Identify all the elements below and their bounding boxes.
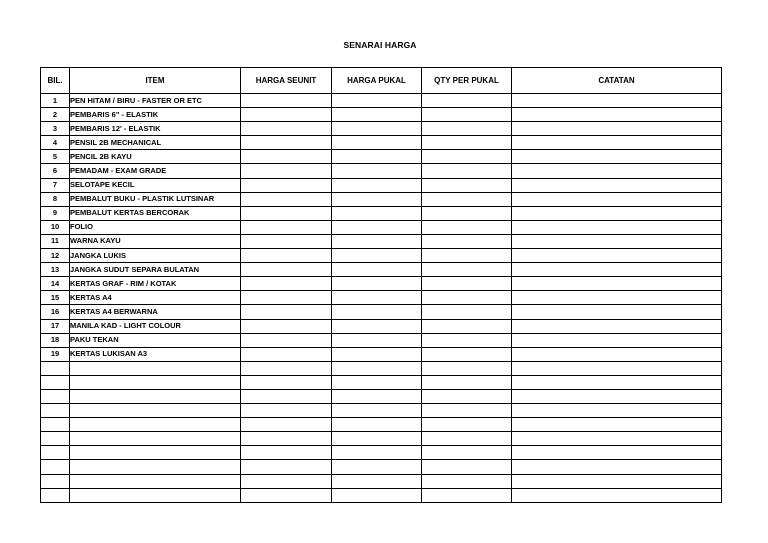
cell-item xyxy=(70,375,241,389)
cell-harga-pukal xyxy=(332,136,422,150)
cell-harga-pukal xyxy=(332,291,422,305)
cell-bil xyxy=(41,361,70,375)
cell-harga-seunit xyxy=(241,277,332,291)
cell-item xyxy=(70,488,241,502)
cell-harga-seunit xyxy=(241,220,332,234)
cell-item: PENSIL 2B MECHANICAL xyxy=(70,136,241,150)
cell-qty-per-pukal xyxy=(422,375,512,389)
cell-harga-pukal xyxy=(332,432,422,446)
table-row xyxy=(41,488,722,502)
cell-harga-pukal xyxy=(332,150,422,164)
cell-catatan xyxy=(512,192,722,206)
column-header-harga-seunit: HARGA SEUNIT xyxy=(241,68,332,94)
cell-item: PEMADAM - EXAM GRADE xyxy=(70,164,241,178)
cell-qty-per-pukal xyxy=(422,404,512,418)
cell-catatan xyxy=(512,220,722,234)
cell-bil: 12 xyxy=(41,249,70,263)
cell-item: JANGKA SUDUT SEPARA BULATAN xyxy=(70,263,241,277)
cell-harga-seunit xyxy=(241,347,332,361)
cell-catatan xyxy=(512,249,722,263)
cell-catatan xyxy=(512,361,722,375)
cell-harga-pukal xyxy=(332,94,422,108)
table-row xyxy=(41,460,722,474)
cell-bil: 4 xyxy=(41,136,70,150)
cell-catatan xyxy=(512,122,722,136)
table-row xyxy=(41,446,722,460)
cell-qty-per-pukal xyxy=(422,291,512,305)
cell-qty-per-pukal xyxy=(422,432,512,446)
table-row xyxy=(41,361,722,375)
cell-item: PEMBALUT KERTAS BERCORAK xyxy=(70,206,241,220)
table-row xyxy=(41,432,722,446)
cell-catatan xyxy=(512,319,722,333)
cell-qty-per-pukal xyxy=(422,333,512,347)
table-row xyxy=(41,192,722,206)
cell-item: PEN HITAM / BIRU - FASTER OR ETC xyxy=(70,94,241,108)
cell-item xyxy=(70,389,241,403)
cell-catatan xyxy=(512,404,722,418)
table-row xyxy=(41,474,722,488)
table-row xyxy=(41,122,722,136)
table-row xyxy=(41,249,722,263)
price-list-table xyxy=(40,67,722,503)
cell-catatan xyxy=(512,108,722,122)
cell-bil: 16 xyxy=(41,305,70,319)
column-header-catatan: CATATAN xyxy=(512,68,722,94)
cell-qty-per-pukal xyxy=(422,460,512,474)
cell-catatan xyxy=(512,277,722,291)
cell-qty-per-pukal xyxy=(422,178,512,192)
cell-harga-seunit xyxy=(241,305,332,319)
table-row xyxy=(41,347,722,361)
cell-harga-seunit xyxy=(241,488,332,502)
cell-harga-pukal xyxy=(332,347,422,361)
cell-bil xyxy=(41,432,70,446)
cell-harga-seunit xyxy=(241,150,332,164)
cell-bil: 18 xyxy=(41,333,70,347)
cell-bil: 13 xyxy=(41,263,70,277)
cell-harga-pukal xyxy=(332,389,422,403)
cell-harga-pukal xyxy=(332,460,422,474)
cell-harga-seunit xyxy=(241,178,332,192)
cell-bil: 8 xyxy=(41,192,70,206)
table-row xyxy=(41,263,722,277)
table-row xyxy=(41,94,722,108)
cell-qty-per-pukal xyxy=(422,94,512,108)
cell-harga-pukal xyxy=(332,263,422,277)
cell-item xyxy=(70,418,241,432)
cell-catatan xyxy=(512,234,722,248)
cell-qty-per-pukal xyxy=(422,361,512,375)
cell-harga-pukal xyxy=(332,164,422,178)
cell-item: SELOTAPE KECIL xyxy=(70,178,241,192)
cell-catatan xyxy=(512,446,722,460)
cell-bil: 7 xyxy=(41,178,70,192)
cell-harga-seunit xyxy=(241,136,332,150)
table-row xyxy=(41,150,722,164)
cell-catatan xyxy=(512,389,722,403)
cell-item xyxy=(70,432,241,446)
column-header-harga-pukal: HARGA PUKAL xyxy=(332,68,422,94)
table-row xyxy=(41,389,722,403)
cell-harga-pukal xyxy=(332,249,422,263)
cell-item: PENCIL 2B KAYU xyxy=(70,150,241,164)
cell-qty-per-pukal xyxy=(422,277,512,291)
cell-item: WARNA KAYU xyxy=(70,234,241,248)
table-row xyxy=(41,404,722,418)
cell-harga-seunit xyxy=(241,333,332,347)
cell-harga-seunit xyxy=(241,361,332,375)
cell-harga-pukal xyxy=(332,319,422,333)
table-row xyxy=(41,305,722,319)
cell-item: PEMBARIS 12' - ELASTIK xyxy=(70,122,241,136)
cell-harga-pukal xyxy=(332,220,422,234)
cell-harga-pukal xyxy=(332,277,422,291)
cell-bil: 14 xyxy=(41,277,70,291)
cell-harga-pukal xyxy=(332,418,422,432)
cell-item: KERTAS GRAF - RIM / KOTAK xyxy=(70,277,241,291)
cell-catatan xyxy=(512,375,722,389)
table-row xyxy=(41,108,722,122)
cell-harga-seunit xyxy=(241,389,332,403)
cell-harga-pukal xyxy=(332,206,422,220)
cell-catatan xyxy=(512,291,722,305)
table-row xyxy=(41,178,722,192)
table-row xyxy=(41,164,722,178)
cell-harga-pukal xyxy=(332,178,422,192)
cell-harga-pukal xyxy=(332,488,422,502)
column-header-qty-per-pukal: QTY PER PUKAL xyxy=(422,68,512,94)
cell-item xyxy=(70,404,241,418)
table-body xyxy=(41,94,722,503)
cell-item: FOLIO xyxy=(70,220,241,234)
cell-catatan xyxy=(512,206,722,220)
cell-qty-per-pukal xyxy=(422,234,512,248)
cell-catatan xyxy=(512,333,722,347)
cell-item: JANGKA LUKIS xyxy=(70,249,241,263)
cell-bil: 17 xyxy=(41,319,70,333)
cell-catatan xyxy=(512,474,722,488)
cell-harga-seunit xyxy=(241,122,332,136)
cell-catatan xyxy=(512,178,722,192)
cell-item: PEMBALUT BUKU - PLASTIK LUTSINAR xyxy=(70,192,241,206)
cell-qty-per-pukal xyxy=(422,108,512,122)
cell-bil: 3 xyxy=(41,122,70,136)
cell-qty-per-pukal xyxy=(422,122,512,136)
cell-item xyxy=(70,460,241,474)
cell-harga-seunit xyxy=(241,375,332,389)
cell-harga-seunit xyxy=(241,94,332,108)
cell-harga-pukal xyxy=(332,234,422,248)
cell-item: KERTAS A4 xyxy=(70,291,241,305)
cell-harga-seunit xyxy=(241,474,332,488)
cell-qty-per-pukal xyxy=(422,319,512,333)
cell-catatan xyxy=(512,150,722,164)
table-row xyxy=(41,418,722,432)
cell-item xyxy=(70,446,241,460)
table-row xyxy=(41,136,722,150)
cell-qty-per-pukal xyxy=(422,220,512,234)
cell-bil: 5 xyxy=(41,150,70,164)
cell-qty-per-pukal xyxy=(422,192,512,206)
cell-harga-seunit xyxy=(241,263,332,277)
cell-bil: 9 xyxy=(41,206,70,220)
cell-catatan xyxy=(512,305,722,319)
cell-harga-seunit xyxy=(241,460,332,474)
cell-catatan xyxy=(512,263,722,277)
cell-bil xyxy=(41,474,70,488)
cell-harga-seunit xyxy=(241,432,332,446)
cell-bil: 1 xyxy=(41,94,70,108)
cell-item: KERTAS A4 BERWARNA xyxy=(70,305,241,319)
table-header-row xyxy=(41,68,722,94)
table-row xyxy=(41,234,722,248)
cell-bil: 2 xyxy=(41,108,70,122)
cell-harga-seunit xyxy=(241,404,332,418)
cell-item: PAKU TEKAN xyxy=(70,333,241,347)
cell-harga-pukal xyxy=(332,446,422,460)
cell-catatan xyxy=(512,347,722,361)
cell-qty-per-pukal xyxy=(422,474,512,488)
cell-bil: 15 xyxy=(41,291,70,305)
cell-qty-per-pukal xyxy=(422,164,512,178)
cell-catatan xyxy=(512,164,722,178)
cell-harga-seunit xyxy=(241,164,332,178)
cell-catatan xyxy=(512,460,722,474)
cell-bil: 10 xyxy=(41,220,70,234)
table-row xyxy=(41,375,722,389)
cell-harga-seunit xyxy=(241,249,332,263)
cell-item xyxy=(70,474,241,488)
cell-harga-pukal xyxy=(332,333,422,347)
cell-bil xyxy=(41,404,70,418)
cell-qty-per-pukal xyxy=(422,446,512,460)
cell-harga-pukal xyxy=(332,375,422,389)
cell-qty-per-pukal xyxy=(422,263,512,277)
table-row xyxy=(41,333,722,347)
cell-harga-pukal xyxy=(332,305,422,319)
table-row xyxy=(41,277,722,291)
cell-harga-pukal xyxy=(332,474,422,488)
cell-harga-seunit xyxy=(241,108,332,122)
cell-bil xyxy=(41,446,70,460)
cell-bil xyxy=(41,389,70,403)
cell-bil: 11 xyxy=(41,234,70,248)
cell-catatan xyxy=(512,432,722,446)
table-row xyxy=(41,220,722,234)
cell-bil xyxy=(41,460,70,474)
cell-harga-pukal xyxy=(332,192,422,206)
cell-bil xyxy=(41,488,70,502)
cell-harga-seunit xyxy=(241,418,332,432)
cell-catatan xyxy=(512,418,722,432)
cell-harga-seunit xyxy=(241,319,332,333)
cell-harga-seunit xyxy=(241,206,332,220)
cell-harga-seunit xyxy=(241,234,332,248)
cell-qty-per-pukal xyxy=(422,488,512,502)
cell-qty-per-pukal xyxy=(422,249,512,263)
cell-harga-seunit xyxy=(241,291,332,305)
cell-catatan xyxy=(512,94,722,108)
cell-qty-per-pukal xyxy=(422,389,512,403)
table-row xyxy=(41,291,722,305)
cell-harga-pukal xyxy=(332,361,422,375)
cell-item xyxy=(70,361,241,375)
cell-qty-per-pukal xyxy=(422,347,512,361)
cell-bil xyxy=(41,375,70,389)
cell-qty-per-pukal xyxy=(422,206,512,220)
cell-bil: 6 xyxy=(41,164,70,178)
table-row xyxy=(41,206,722,220)
cell-item: KERTAS LUKISAN A3 xyxy=(70,347,241,361)
cell-harga-pukal xyxy=(332,404,422,418)
cell-item: PEMBARIS 6" - ELASTIK xyxy=(70,108,241,122)
cell-harga-pukal xyxy=(332,122,422,136)
page-title: SENARAI HARGA xyxy=(343,40,417,50)
column-header-bil: BIL. xyxy=(41,68,70,94)
cell-qty-per-pukal xyxy=(422,136,512,150)
column-header-item: ITEM xyxy=(70,68,241,94)
cell-catatan xyxy=(512,488,722,502)
cell-harga-pukal xyxy=(332,108,422,122)
cell-qty-per-pukal xyxy=(422,305,512,319)
cell-qty-per-pukal xyxy=(422,150,512,164)
cell-harga-seunit xyxy=(241,192,332,206)
cell-harga-seunit xyxy=(241,446,332,460)
cell-bil xyxy=(41,418,70,432)
table-row xyxy=(41,319,722,333)
cell-qty-per-pukal xyxy=(422,418,512,432)
cell-catatan xyxy=(512,136,722,150)
cell-bil: 19 xyxy=(41,347,70,361)
cell-item: MANILA KAD - LIGHT COLOUR xyxy=(70,319,241,333)
